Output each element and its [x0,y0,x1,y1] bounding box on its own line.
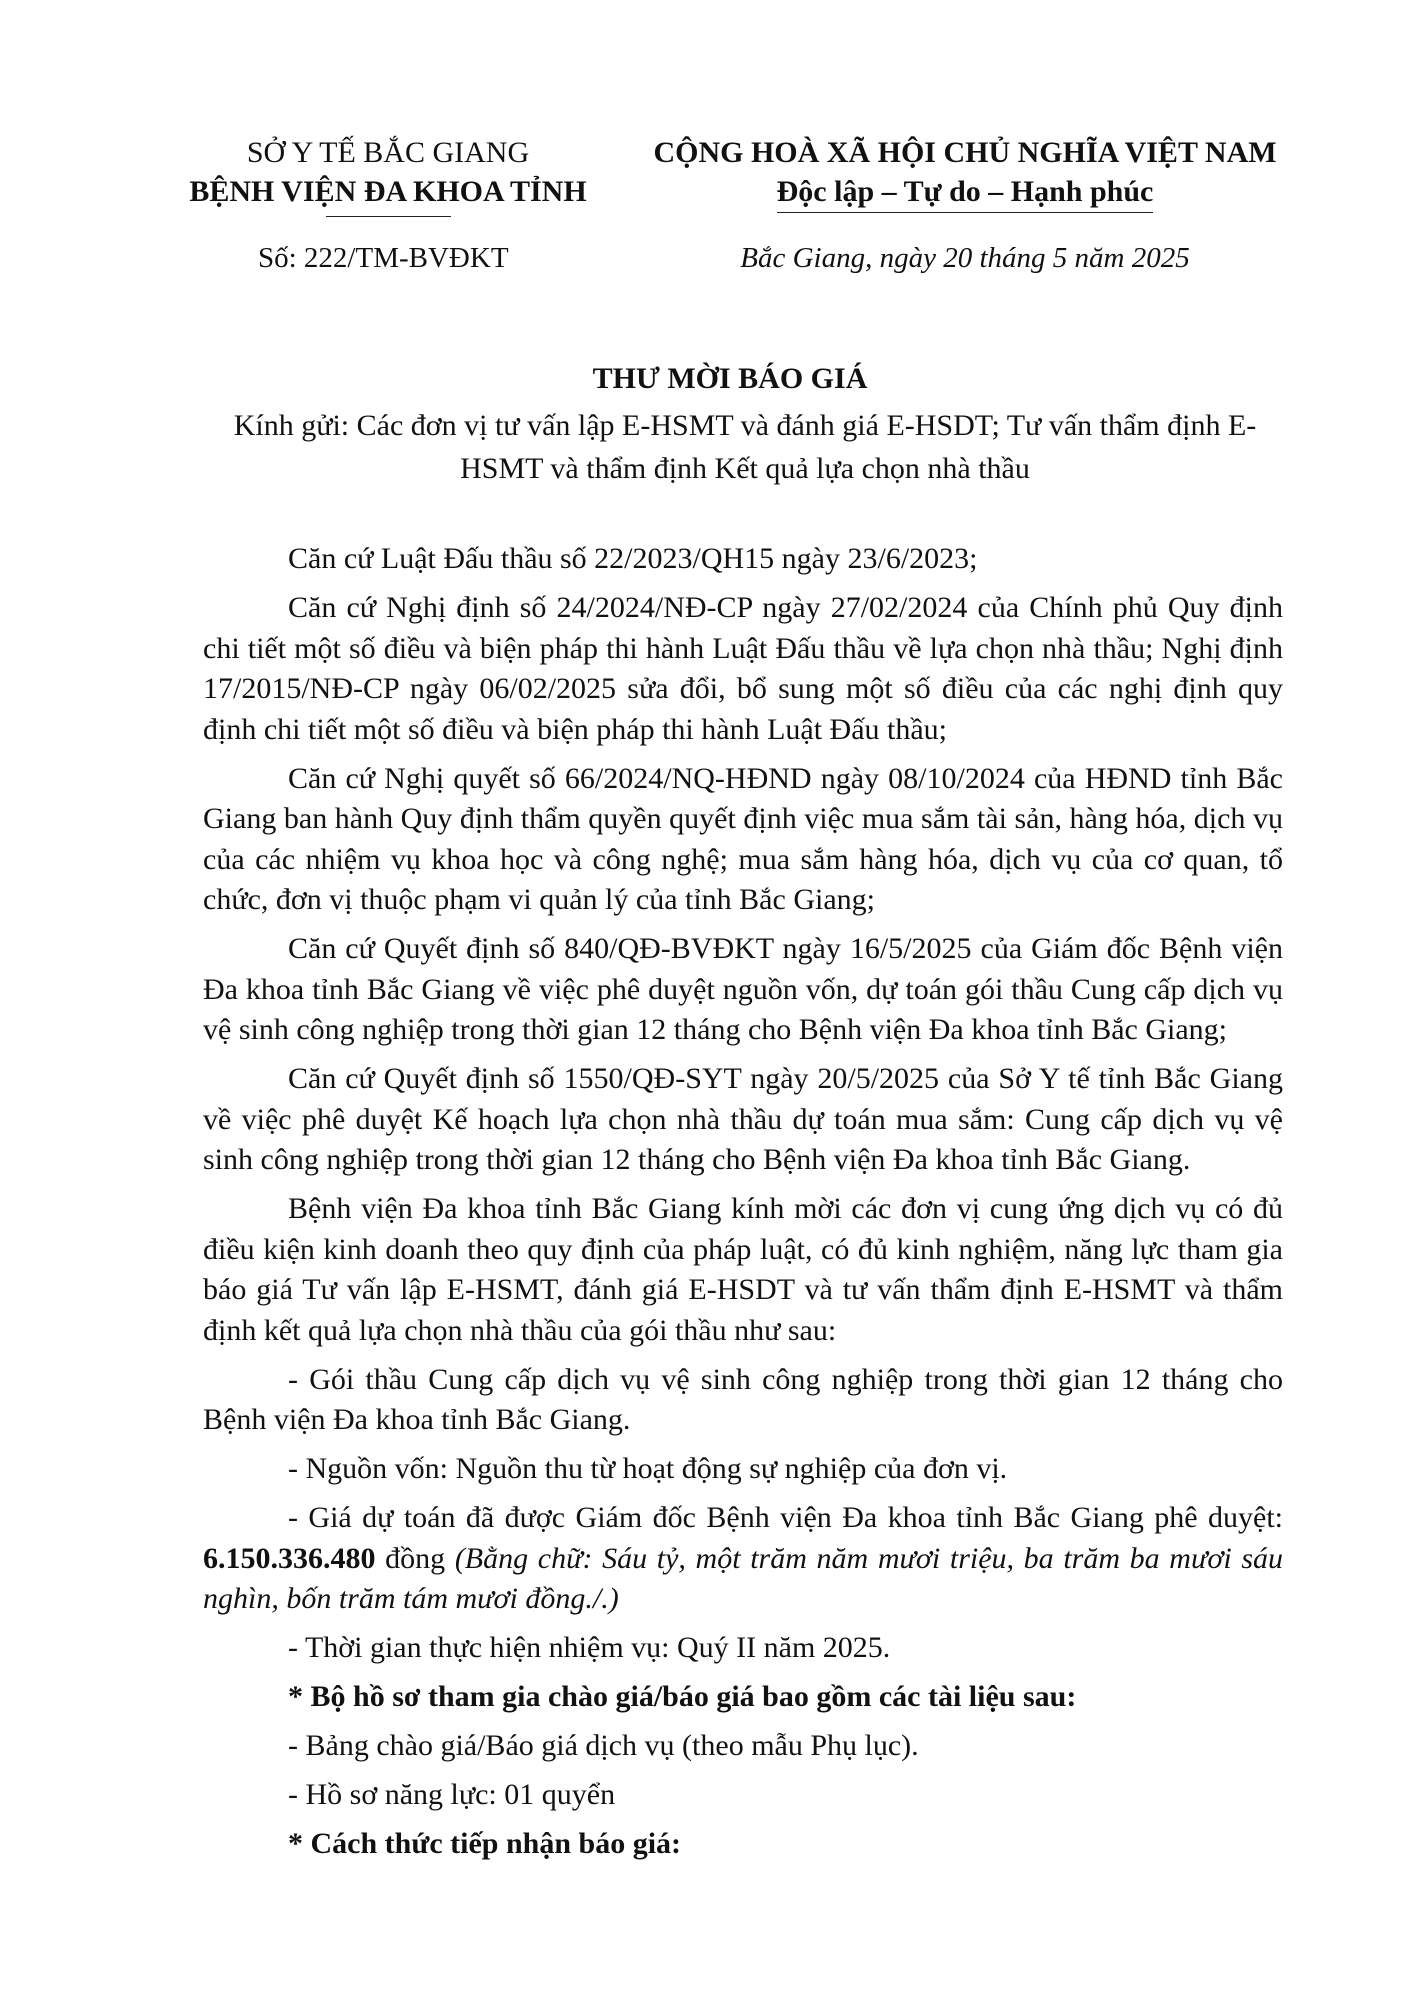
parent-agency: SỞ Y TẾ BẮC GIANG [246,136,530,169]
place-and-date: Bắc Giang, ngày 20 tháng 5 năm 2025 [740,242,1190,274]
recipients-line: Kính gửi: Các đơn vị tư vấn lập E-HSMT và đánh giá E-HSDT; Tư vấn thẩm định E-HSMT và thẩm định Kết quả lựa chọn nhà thầu [233,409,1257,485]
document-title: THƯ MỜI BÁO GIÁ [592,362,868,395]
budget-unit: đồng [375,1541,455,1575]
legal-basis-paragraph: Căn cứ Nghị quyết số 66/2024/NQ-HĐND ngày 08/10/2024 của HĐND tỉnh Bắc Giang ban hành Quy định thẩm quyền quyết định việc mua sắm tài sản, hàng hóa, dịch vụ của các nhiệm vụ khoa học và công nghệ; mua sắm hàng hóa, dịch vụ của cơ quan, tổ chức, đơn vị thuộc phạm vi quản lý của tỉnh Bắc Giang; [203,761,1283,916]
organization-underline [326,216,451,217]
legal-basis-paragraph: Căn cứ Quyết định số 1550/QĐ-SYT ngày 20/5/2025 của Sở Y tế tỉnh Bắc Giang về việc phê duyệt Kế hoạch lựa chọn nhà thầu dự toán mua sắm: Cung cấp dịch vụ vệ sinh công nghiệp trong thời gian 12 tháng cho Bệnh viện Đa khoa tỉnh Bắc Giang. [203,1062,1283,1176]
national-motto: Độc lập – Tự do – Hạnh phúc [777,172,1154,213]
national-title: CỘNG HOÀ XÃ HỘI CHỦ NGHĨA VIỆT NAM [653,136,1277,169]
budget-amount: 6.150.336.480 [203,1541,376,1575]
legal-basis-paragraph: Căn cứ Nghị định số 24/2024/NĐ-CP ngày 27/02/2024 của Chính phủ Quy định chi tiết một số điều và biện pháp thi hành Luật Đấu thầu về lựa chọn nhà thầu; Nghị định 17/2015/NĐ-CP ngày 06/02/2025 sửa đổi, bổ sung một số điều của các nghị định quy định chi tiết một số điều và biện pháp thi hành Luật Đấu thầu; [203,591,1283,746]
legal-basis-paragraph: Căn cứ Luật Đấu thầu số 22/2023/QH15 ngày 23/6/2023; [288,542,978,575]
document-body [203,539,1283,1873]
timeline-item: - Thời gian thực hiện nhiệm vụ: Quý II năm 2025. [288,1631,891,1664]
dossier-heading: * Bộ hồ sơ tham gia chào giá/báo giá bao gồm các tài liệu sau: [288,1680,1077,1713]
budget-paragraph [203,1498,1283,1620]
legal-basis-paragraph: Căn cứ Quyết định số 840/QĐ-BVĐKT ngày 16/5/2025 của Giám đốc Bệnh viện Đa khoa tỉnh Bắc Giang về việc phê duyệt nguồn vốn, dự toán gói thầu Cung cấp dịch vụ vệ sinh công nghiệp trong thời gian 12 tháng cho Bệnh viện Đa khoa tỉnh Bắc Giang; [203,932,1283,1046]
invitation-paragraph: Bệnh viện Đa khoa tỉnh Bắc Giang kính mời các đơn vị cung ứng dịch vụ có đủ điều kiện kinh doanh theo quy định của pháp luật, có đủ kinh nghiệm, năng lực tham gia báo giá Tư vấn lập E-HSMT, đánh giá E-HSDT và tư vấn thẩm định E-HSMT và thẩm định kết quả lựa chọn nhà thầu của gói thầu như sau: [203,1192,1283,1347]
dossier-item: - Bảng chào giá/Báo giá dịch vụ (theo mẫu Phụ lục). [288,1729,919,1762]
receipt-method-heading: * Cách thức tiếp nhận báo giá: [288,1827,682,1860]
issuing-organization-block [168,133,608,217]
budget-in-words: (Bằng chữ: Sáu tỷ, một trăm năm mươi triệu, ba trăm ba mươi sáu nghìn, bốn trăm tám mươi đồng./.) [203,1541,1284,1615]
budget-lead: - Giá dự toán đã được Giám đốc Bệnh viện Đa khoa tỉnh Bắc Giang phê duyệt: [288,1501,1283,1534]
package-name-item: - Gói thầu Cung cấp dịch vụ vệ sinh công nghiệp trong thời gian 12 tháng cho Bệnh viện Đa khoa tỉnh Bắc Giang. [203,1362,1283,1436]
funding-source-item: - Nguồn vốn: Nguồn thu từ hoạt động sự nghiệp của đơn vị. [288,1452,1008,1485]
dossier-item: - Hồ sơ năng lực: 01 quyển [288,1778,616,1811]
national-title-block [620,133,1310,213]
document-number: Số: 222/TM-BVĐKT [258,242,509,274]
organization-name: BỆNH VIỆN ĐA KHOA TỈNH [189,175,587,208]
